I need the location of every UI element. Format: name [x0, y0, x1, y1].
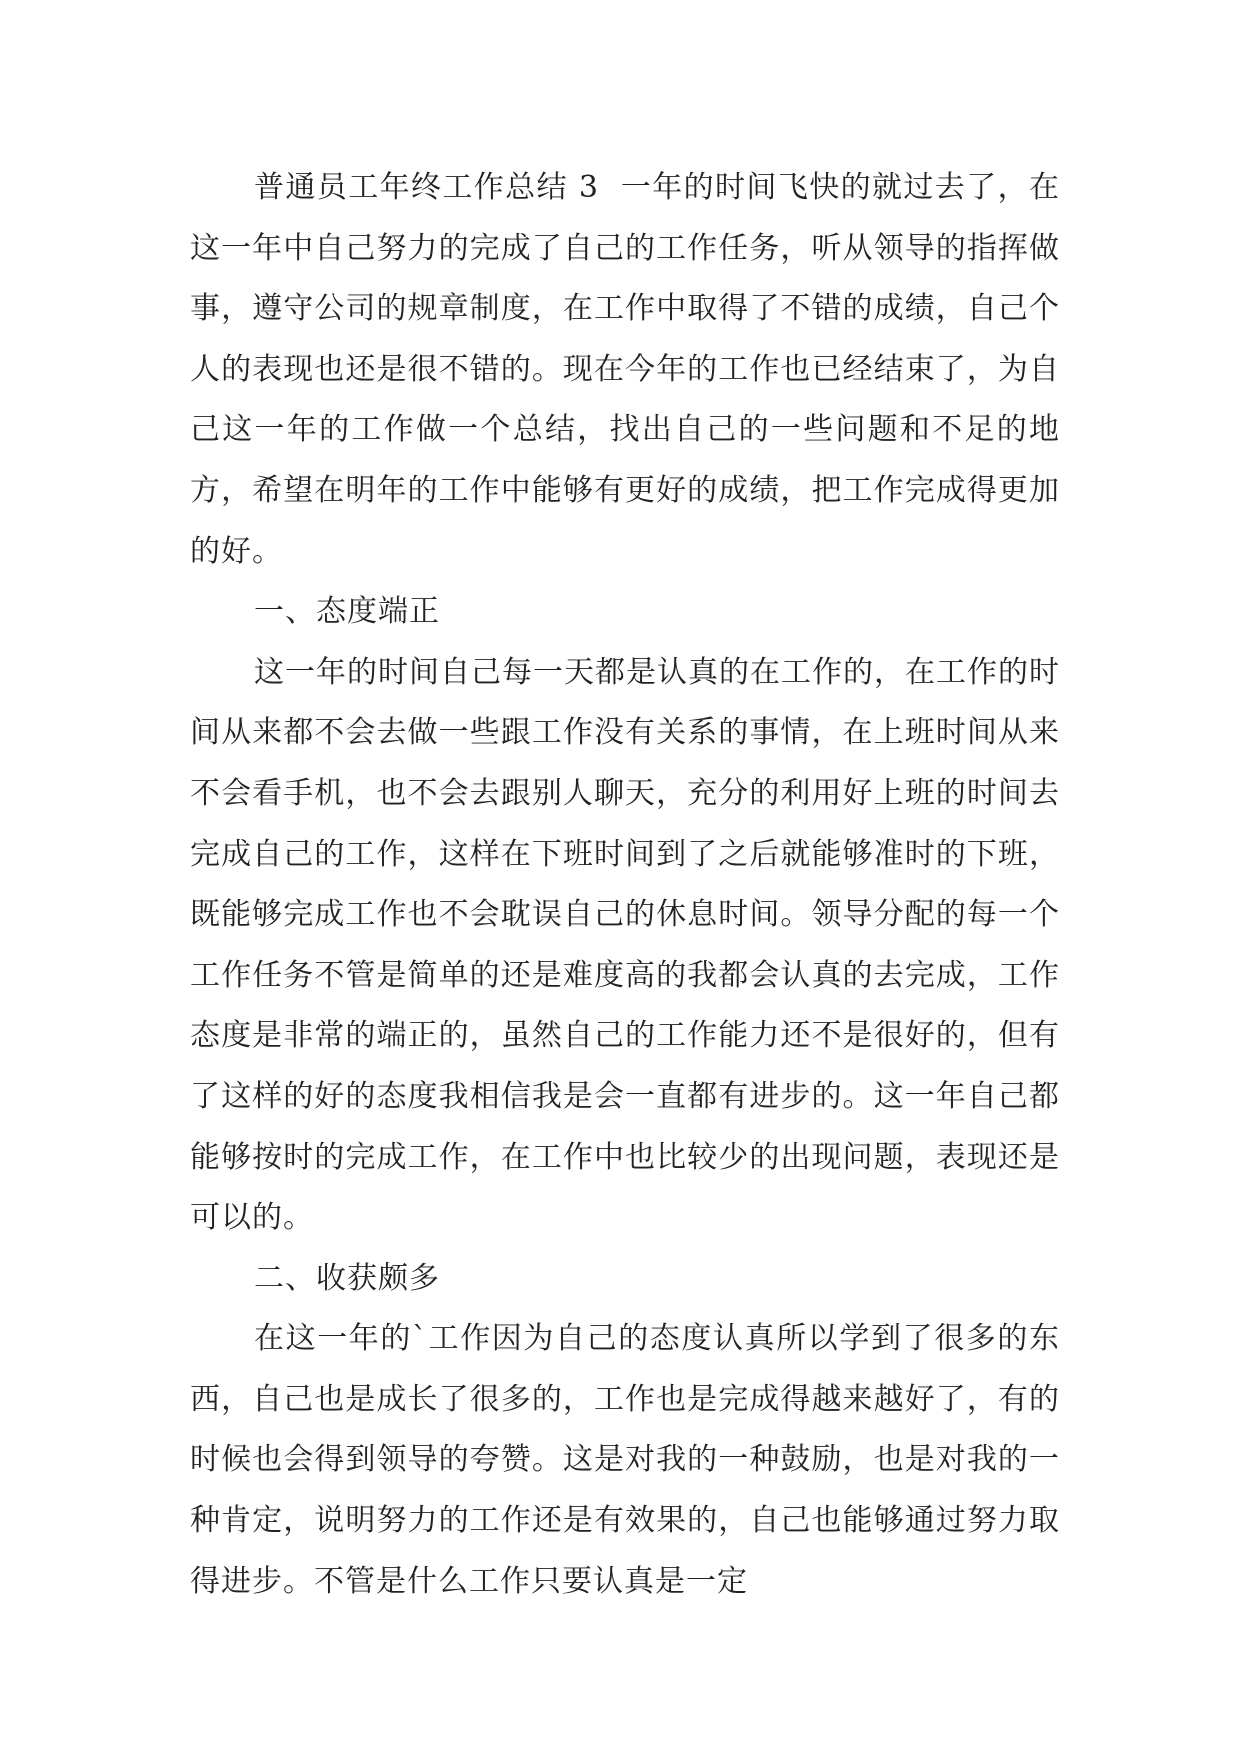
section-heading-gains: 二、收获颇多 — [254, 1260, 440, 1296]
section-body-attitude: 这一年的时间自己每一天都是认真的在工作的，在工作的时间从来都不会去做一些跟工作没有关系的事情，在上班时间从来不会看手机，也不会去跟别人聊天，充分的利用好上班的时间去完成自己的工作，这样在下班时间到了之后就能够准时的下班，既能够完成工作也不会耽误自己的休息时间。领导分配的每一个工作任务不管是简单的还是难度高的我都会认真的去完成，工作态度是非常的端正的，虽然自己的工作能力还不是很好的，但有了这样的好的态度我相信我是会一直都有进步的。这一年自己都能够按时的完成工作，在工作中也比较少的出现问题，表现还是可以的。 — [190, 654, 1060, 1236]
document-body — [190, 158, 1060, 1612]
intro-paragraph: 普通员工年终工作总结 3 一年的时间飞快的就过去了，在这一年中自己努力的完成了自己的工作任务，听从领导的指挥做事，遵守公司的规章制度，在工作中取得了不错的成绩，自己个人的表现也还是很不错的。现在今年的工作也已经结束了，为自己这一年的工作做一个总结，找出自己的一些问题和不足的地方，希望在明年的工作中能够有更好的成绩，把工作完成得更加的好。 — [190, 170, 1060, 569]
section-heading-attitude: 一、态度端正 — [254, 594, 440, 630]
section-body-gains: 在这一年的`工作因为自己的态度认真所以学到了很多的东西，自己也是成长了很多的，工作也是完成得越来越好了，有的时候也会得到领导的夸赞。这是对我的一种鼓励，也是对我的一种肯定，说明努力的工作还是有效果的，自己也能够通过努力取得进步。不管是什么工作只要认真是一定 — [190, 1321, 1060, 1599]
